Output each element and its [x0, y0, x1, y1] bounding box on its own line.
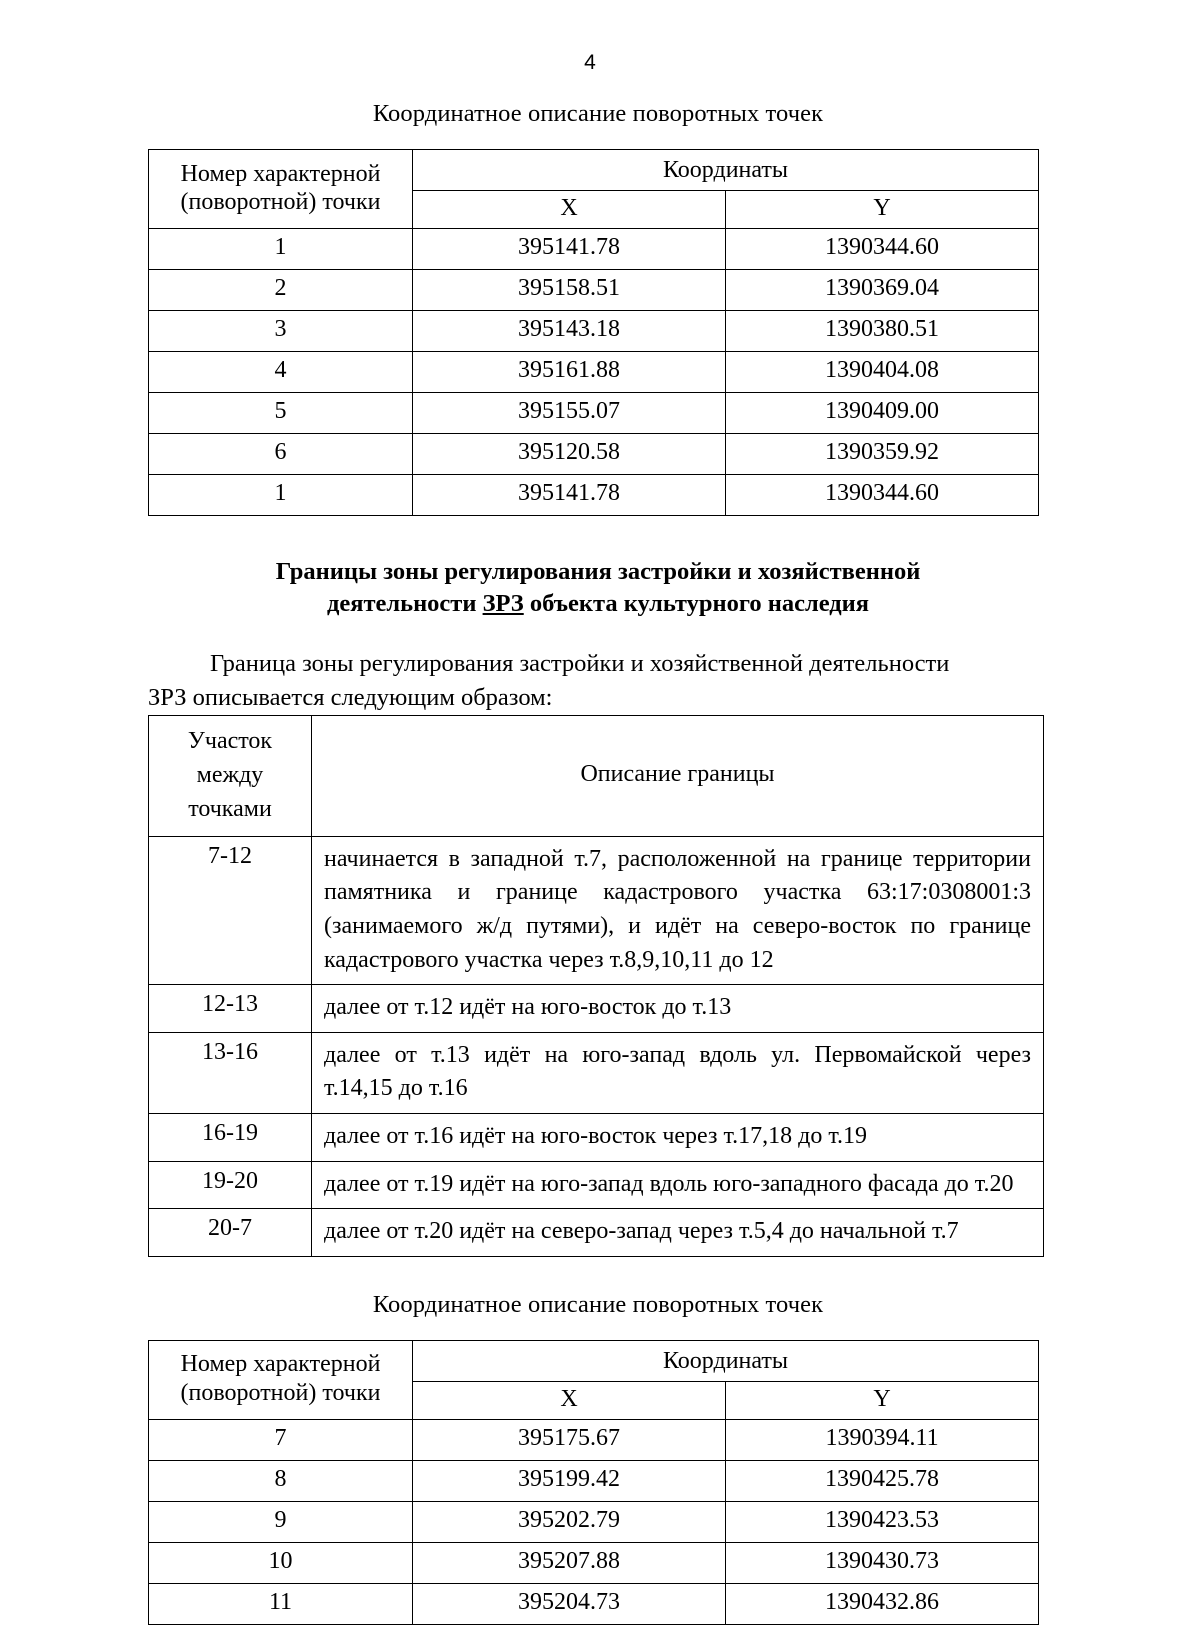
table-row — [149, 1209, 1044, 1257]
section-two-intro-paragraph — [148, 647, 1048, 681]
table-row — [149, 1460, 1039, 1501]
coordinates-table-top — [148, 149, 1039, 516]
cell-y: 1390432.86 — [726, 1583, 1039, 1624]
cell-segment: 20-7 — [149, 1209, 312, 1257]
cell-segment: 19-20 — [149, 1161, 312, 1209]
cell-segment: 16-19 — [149, 1114, 312, 1162]
table-header-row — [149, 715, 1044, 836]
table-header-row — [149, 149, 1039, 190]
cell-point-number: 3 — [149, 310, 413, 351]
cell-x: 395143.18 — [413, 310, 726, 351]
cell-y: 1390380.51 — [726, 310, 1039, 351]
table-row — [149, 228, 1039, 269]
header-cell-point-number — [149, 1340, 413, 1419]
cell-y: 1390359.92 — [726, 433, 1039, 474]
header-cell-segment — [149, 715, 312, 836]
table-body — [149, 228, 1039, 515]
header-cell-x: X — [413, 1381, 726, 1419]
cell-y: 1390369.04 — [726, 269, 1039, 310]
table-row — [149, 1032, 1044, 1113]
cell-y: 1390344.60 — [726, 474, 1039, 515]
table-header — [149, 1340, 1039, 1419]
cell-y: 1390425.78 — [726, 1460, 1039, 1501]
cell-point-number: 6 — [149, 433, 413, 474]
spacer — [148, 1257, 1048, 1291]
cell-point-number: 2 — [149, 269, 413, 310]
cell-x: 395141.78 — [413, 474, 726, 515]
section-two-heading-abbr: ЗРЗ — [482, 590, 524, 618]
table-row — [149, 392, 1039, 433]
table-header — [149, 715, 1044, 836]
spacer — [148, 516, 1048, 556]
cell-point-number: 1 — [149, 228, 413, 269]
cell-x: 395161.88 — [413, 351, 726, 392]
cell-y: 1390394.11 — [726, 1419, 1039, 1460]
cell-x: 395207.88 — [413, 1542, 726, 1583]
cell-point-number: 7 — [149, 1419, 413, 1460]
header-cell-x: X — [413, 190, 726, 228]
table-row — [149, 1501, 1039, 1542]
header-cell-coordinates: Координаты — [413, 1340, 1039, 1381]
cell-segment: 12-13 — [149, 985, 312, 1033]
table-row — [149, 269, 1039, 310]
cell-segment: 7-12 — [149, 836, 312, 984]
header-point-line2: (поворотной) точки — [180, 1380, 381, 1407]
cell-description: далее от т.13 идёт на юго-запад вдоль ул. Первомайской через т.14,15 до т.16 — [312, 1032, 1044, 1113]
cell-point-number: 1 — [149, 474, 413, 515]
page-content — [148, 100, 1048, 1625]
table-row — [149, 433, 1039, 474]
section-two-heading-line2-after: объекта культурного наследия — [523, 590, 870, 618]
intro-paragraph-line1: Граница зоны регулирования застройки и хозяйственной деятельности — [210, 650, 950, 678]
cell-y: 1390404.08 — [726, 351, 1039, 392]
table-row — [149, 1114, 1044, 1162]
page-number: 4 — [584, 51, 596, 74]
section-two-heading-line2-before: деятельности — [326, 590, 483, 618]
cell-y: 1390344.60 — [726, 228, 1039, 269]
cell-x: 395120.58 — [413, 433, 726, 474]
header-segment-line3: точками — [188, 795, 272, 822]
cell-point-number: 8 — [149, 1460, 413, 1501]
cell-y: 1390423.53 — [726, 1501, 1039, 1542]
table-row — [149, 1161, 1044, 1209]
header-cell-point-number — [149, 149, 413, 228]
cell-x: 395199.42 — [413, 1460, 726, 1501]
table-row — [149, 1419, 1039, 1460]
header-cell-y: Y — [726, 190, 1039, 228]
table-header — [149, 149, 1039, 228]
table-body — [149, 1419, 1039, 1624]
table-row — [149, 474, 1039, 515]
cell-x: 395155.07 — [413, 392, 726, 433]
spacer — [148, 621, 1048, 647]
border-description-table — [148, 715, 1044, 1257]
header-cell-coordinates: Координаты — [413, 149, 1039, 190]
table-row — [149, 351, 1039, 392]
cell-description: далее от т.20 идёт на северо-запад через т.5,4 до начальной т.7 — [312, 1209, 1044, 1257]
table-row — [149, 1583, 1039, 1624]
header-cell-y: Y — [726, 1381, 1039, 1419]
section-two-heading-line1: Границы зоны регулирования застройки и хозяйственной — [275, 557, 921, 585]
table-row — [149, 985, 1044, 1033]
cell-x: 395202.79 — [413, 1501, 726, 1542]
section-three-caption: Координатное описание поворотных точек — [372, 1290, 824, 1318]
cell-point-number: 11 — [149, 1583, 413, 1624]
coordinates-table-bottom — [148, 1340, 1039, 1625]
table-header-row — [149, 1340, 1039, 1381]
cell-description: далее от т.16 идёт на юго-восток через т.17,18 до т.19 — [312, 1114, 1044, 1162]
cell-x: 395158.51 — [413, 269, 726, 310]
cell-point-number: 4 — [149, 351, 413, 392]
cell-x: 395204.73 — [413, 1583, 726, 1624]
table-body — [149, 836, 1044, 1256]
cell-point-number: 10 — [149, 1542, 413, 1583]
header-point-line2: (поворотной) точки — [180, 189, 381, 216]
header-point-line1: Номер характерной — [180, 160, 381, 187]
table-row — [149, 1542, 1039, 1583]
table-row — [149, 310, 1039, 351]
cell-x: 395141.78 — [413, 228, 726, 269]
header-segment-line1: Участок — [187, 727, 273, 754]
section-two-intro-paragraph-continued — [148, 681, 1048, 715]
intro-paragraph-line2: ЗРЗ описывается следующим образом: — [148, 683, 553, 711]
cell-point-number: 5 — [149, 392, 413, 433]
header-point-line1: Номер характерной — [180, 1351, 381, 1378]
section-two-heading — [148, 556, 1048, 621]
cell-description: далее от т.12 идёт на юго-восток до т.13 — [312, 985, 1044, 1033]
table-row — [149, 836, 1044, 984]
cell-segment: 13-16 — [149, 1032, 312, 1113]
section-one-caption: Координатное описание поворотных точек — [372, 100, 824, 127]
cell-point-number: 9 — [149, 1501, 413, 1542]
cell-y: 1390430.73 — [726, 1542, 1039, 1583]
cell-x: 395175.67 — [413, 1419, 726, 1460]
header-cell-description: Описание границы — [312, 715, 1044, 836]
header-segment-line2: между — [196, 761, 264, 788]
cell-y: 1390409.00 — [726, 392, 1039, 433]
cell-description: начинается в западной т.7, расположенной на границе территории памятника и границе кадастрового участка 63:17:0308001:3 (занимаемого ж/д путями), и идёт на северо-восток по границе кадастрового участка через т.8,9,10,11 до 12 — [312, 836, 1044, 984]
cell-description: далее от т.19 идёт на юго-запад вдоль юго-западного фасада до т.20 — [312, 1161, 1044, 1209]
